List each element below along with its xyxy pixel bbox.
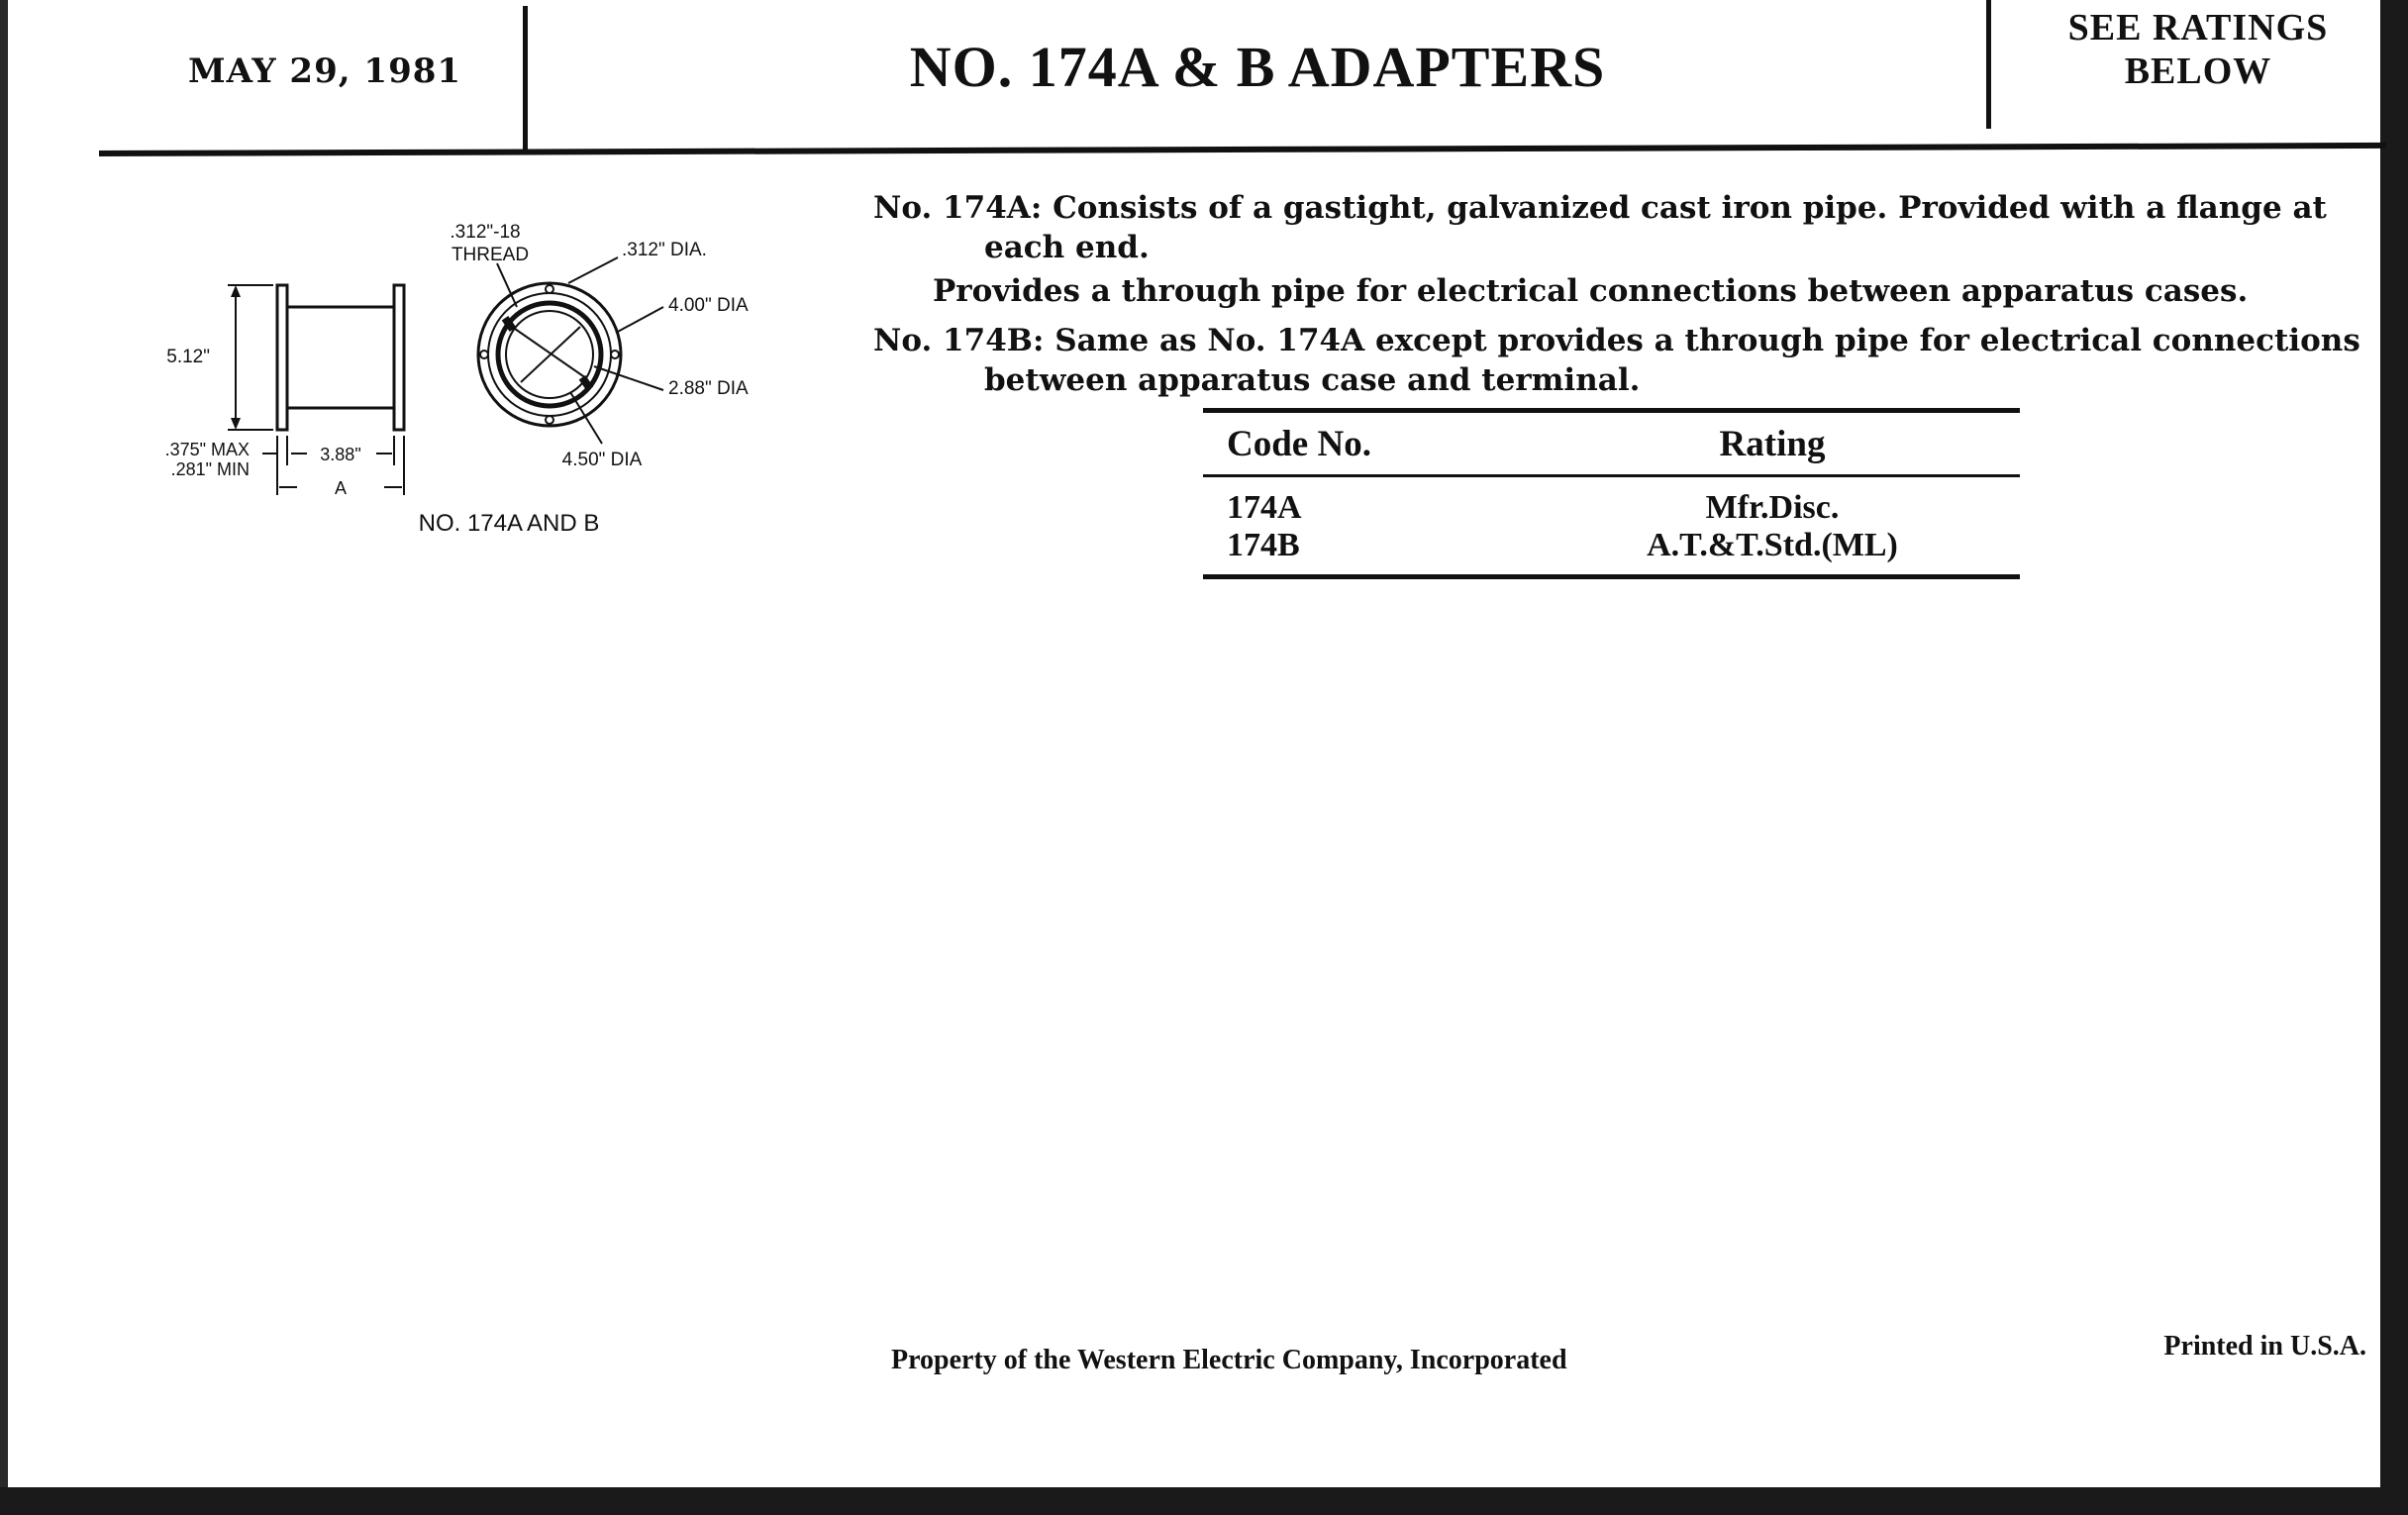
header-ratings-line1: SEE RATINGS <box>2067 7 2329 49</box>
header-rule <box>99 143 2386 156</box>
bolt-hole <box>546 285 553 293</box>
column-header-code: Code No. <box>1227 424 1371 464</box>
column-header-rating: Rating <box>1719 424 1826 464</box>
length-label: 3.88" <box>320 445 361 464</box>
description-174b-code: No. 174B: <box>873 323 1045 358</box>
description-174a <box>873 188 2378 267</box>
hole-diameter-label: .312" DIA. <box>622 240 707 260</box>
dimension-a-label: A <box>334 478 348 498</box>
header-ratings-line2: BELOW <box>2124 50 2272 92</box>
max-thickness-label: .375" MAX <box>164 440 250 459</box>
description-174b-text: Same as No. 174A except provides a through pipe for electrical connections between apparatus case and terminal. <box>984 323 2360 398</box>
bolt-hole <box>546 416 553 424</box>
description-block <box>873 188 2378 400</box>
bolt-hole <box>480 351 488 358</box>
header-ratings-note <box>1990 6 2406 93</box>
table-row <box>1203 525 2020 562</box>
min-thickness-label: .281" MIN <box>170 459 250 479</box>
height-label: 5.12" <box>166 347 210 367</box>
footer-printed: Printed in U.S.A. <box>2163 1331 2366 1362</box>
description-174a-purpose: Provides a through pipe for electrical connections between apparatus cases. <box>933 273 2249 309</box>
bolt-hole <box>611 351 619 358</box>
inner-diameter-label: 2.88" DIA <box>668 378 749 399</box>
scan-edge-bottom <box>0 1487 2408 1515</box>
header-date: MAY 29, 1981 <box>188 51 462 91</box>
table-row <box>1203 487 2020 525</box>
flange-od-label: 4.00" DIA <box>668 295 749 316</box>
row-code: 174B <box>1227 527 1300 563</box>
row-code: 174A <box>1227 489 1302 526</box>
description-174a-text: Consists of a gastight, galvanized cast iron pipe. Provided with a flange at each end. <box>984 190 2327 265</box>
table-header <box>1203 413 2020 474</box>
end-view <box>478 257 663 444</box>
row-rating: A.T.&T.Std.(ML) <box>1647 527 1898 563</box>
thread-label-line1: .312"-18 <box>450 222 521 243</box>
drawing-caption: NO. 174A AND B <box>418 510 600 537</box>
scan-edge-left <box>0 0 8 1515</box>
left-flange <box>277 285 287 430</box>
row-rating: Mfr.Disc. <box>1705 489 1840 526</box>
description-174b <box>873 321 2378 400</box>
outer-diameter-label: 4.50" DIA <box>561 450 643 470</box>
footer-property: Property of the Western Electric Company, Incorporated <box>891 1345 1567 1375</box>
side-view <box>228 285 404 495</box>
ratings-table <box>1203 408 2020 579</box>
table-bottom-rule <box>1203 574 2020 579</box>
adapter-drawing <box>129 218 802 555</box>
page-title: NO. 174A & B ADAPTERS <box>909 35 1606 99</box>
thread-label-line2: THREAD <box>451 245 530 265</box>
scan-edge-right <box>2380 0 2408 1515</box>
right-flange <box>394 285 404 430</box>
description-174a-code: No. 174A: <box>873 190 1043 226</box>
